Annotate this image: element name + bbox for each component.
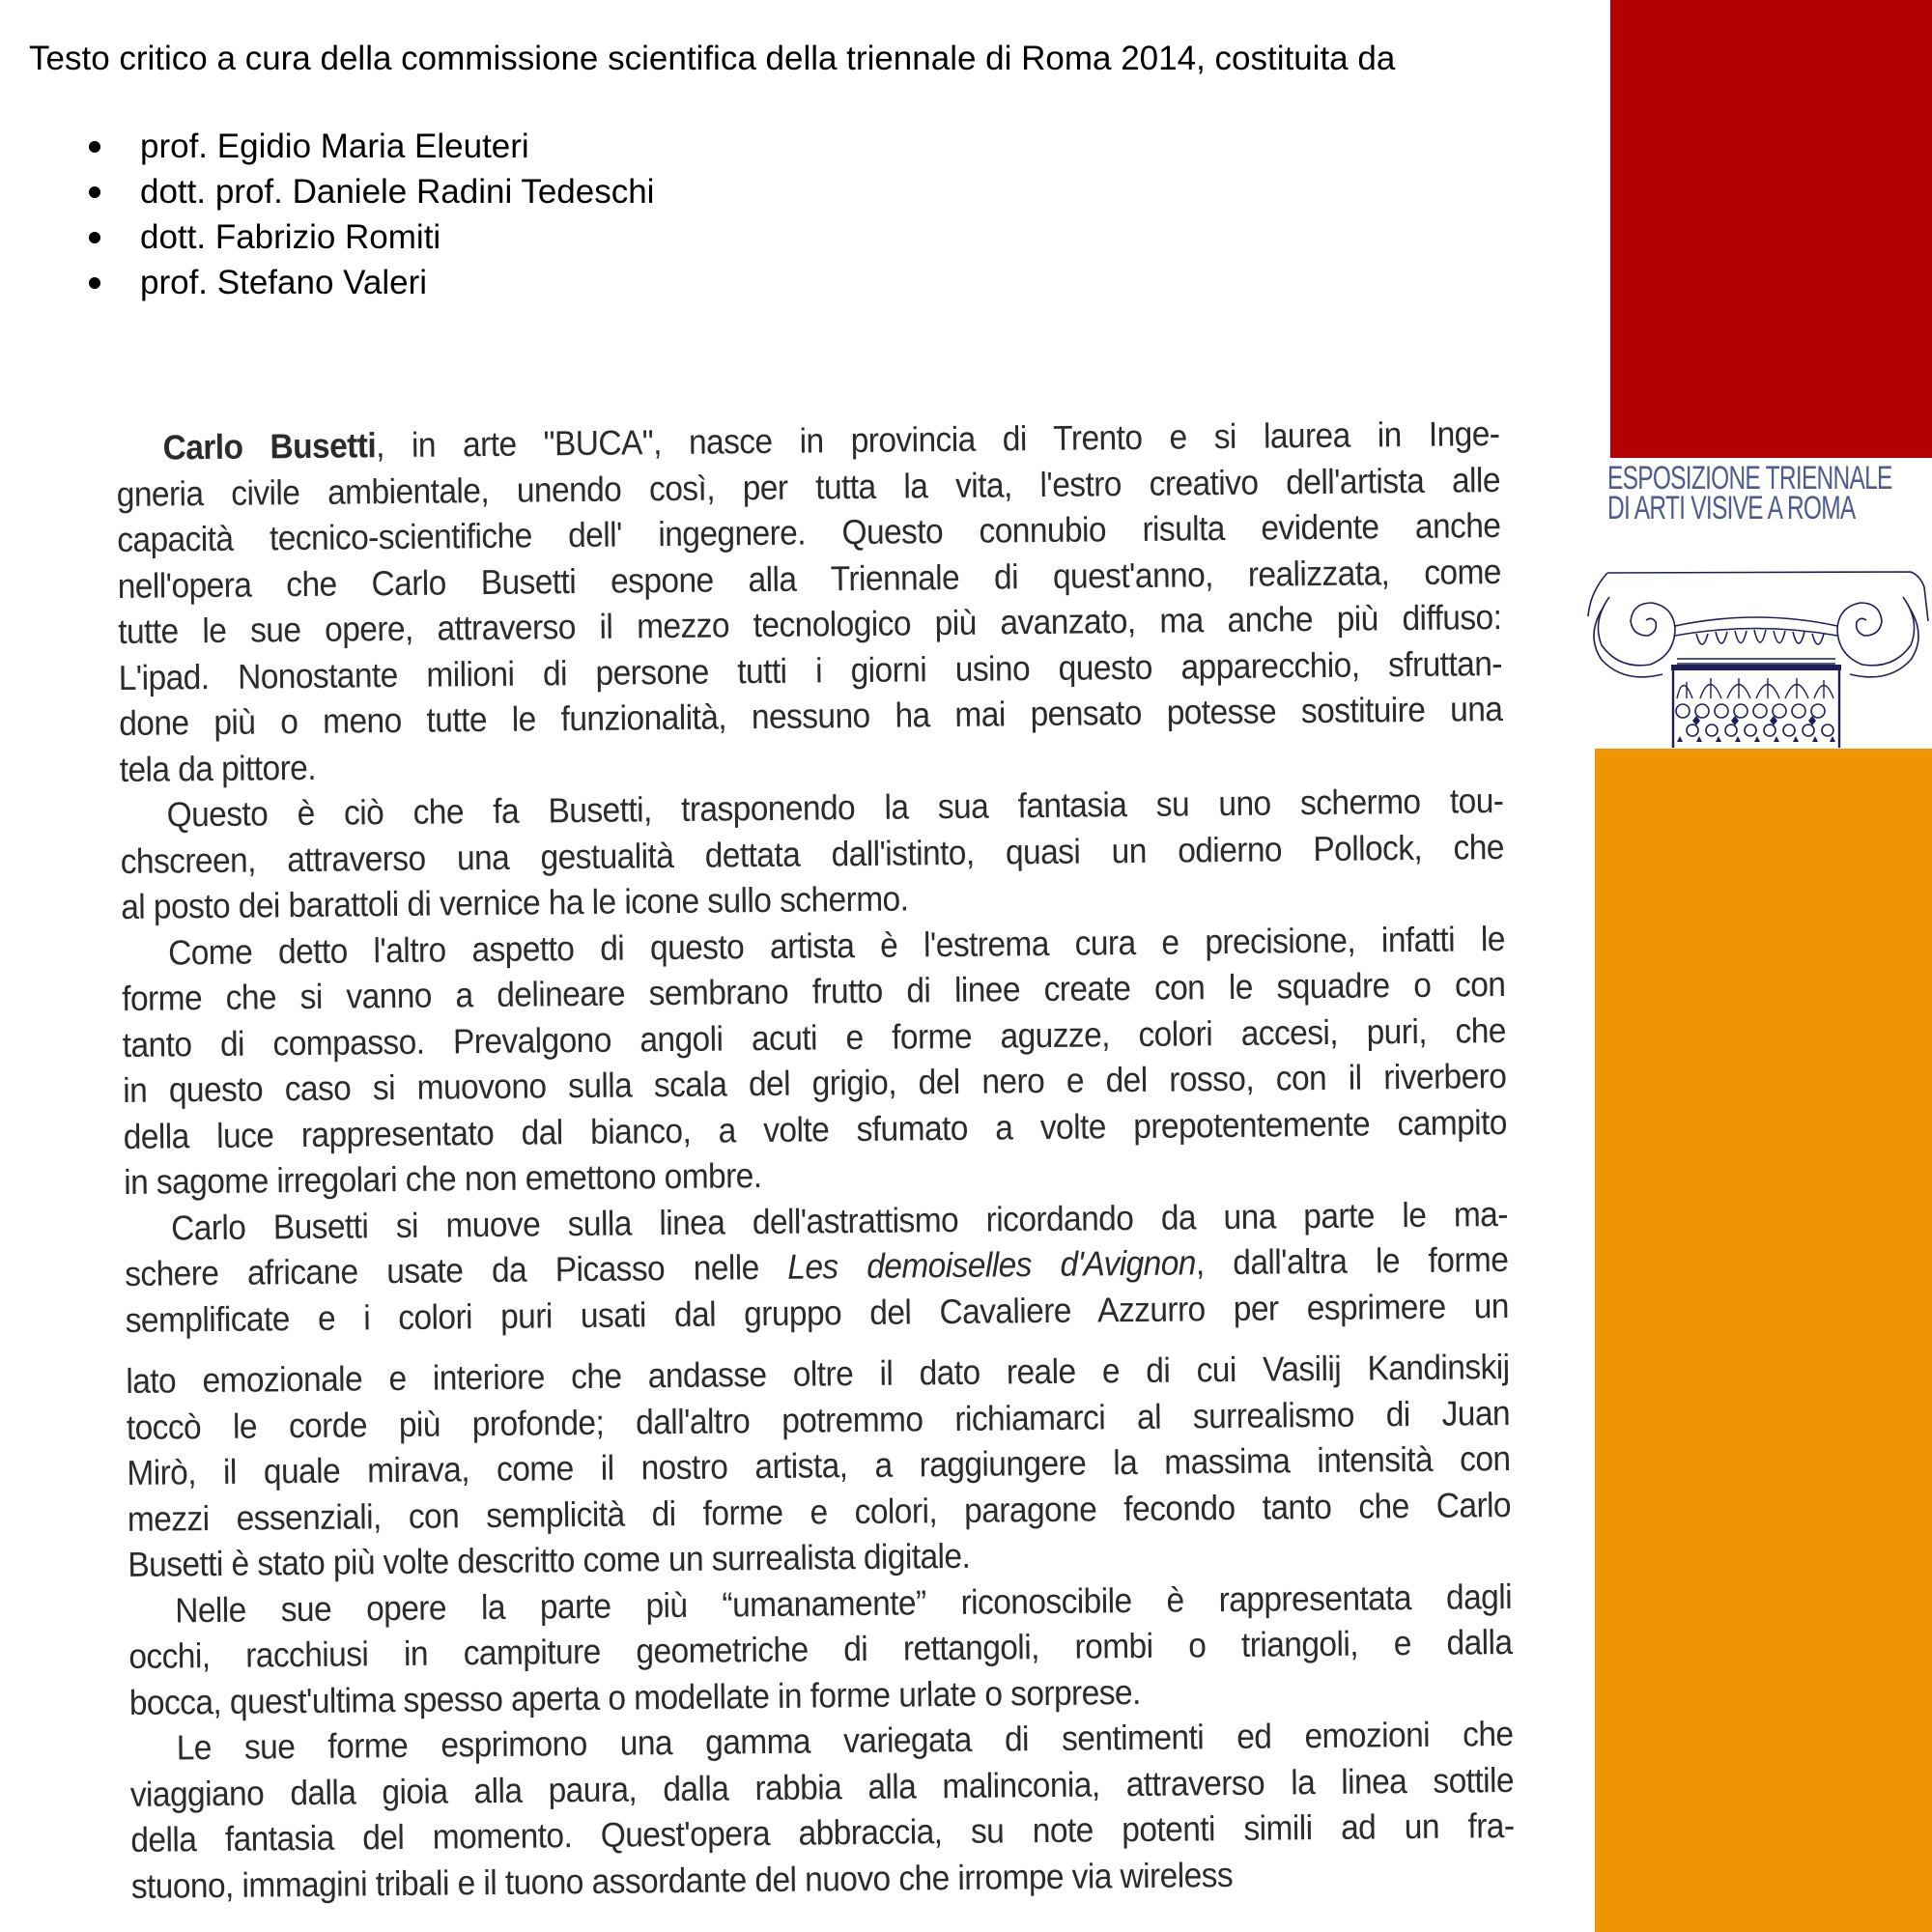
red-decorative-block xyxy=(1610,0,1932,458)
member-name: prof. Egidio Maria Eleuteri xyxy=(140,128,529,165)
article-line: L'ipad. Nonostante milioni di persone tutti i giorni usino questo apparecchio, sfruttan- xyxy=(118,642,1503,697)
ionic-capital-icon xyxy=(1580,462,1932,749)
article-line: capacità tecnico-scientifiche dell' ingegnere. Questo connubio risulta evidente anche xyxy=(117,504,1501,559)
bullet-icon xyxy=(89,277,100,289)
member-name: dott. Fabrizio Romiti xyxy=(140,218,441,256)
commission-members-list xyxy=(0,124,654,305)
article-line: forme che si vanno a delineare sembrano frutto di linee create con le squadre o con xyxy=(122,963,1506,1018)
artwork-title: Les demoiselles d'Avignon xyxy=(787,1242,1197,1287)
article-line: Carlo Busetti, in arte "BUCA", nasce in provincia di Trento e si laurea in Inge- xyxy=(162,413,1500,468)
article-line: stuono, immagini tribali e il tuono assordante del nuovo che irrompe via wireless xyxy=(130,1854,1234,1906)
article-line: in sagome irregolari che non emettono ombre. xyxy=(123,1155,762,1202)
article-line: tutte le sue opere, attraverso il mezzo tecnologico più avanzato, ma anche più diffuso: xyxy=(118,596,1502,651)
article-line: viaggiano dalla gioia alla paura, dalla rabbia alla malinconia, attraverso la linea sottile xyxy=(129,1759,1515,1814)
article-line: nell'opera che Carlo Busetti espone alla Triennale di quest'anno, realizzata, come xyxy=(117,551,1502,606)
bullet-icon xyxy=(89,232,100,243)
article-line: chscreen, attraverso una gestualità dettata dall'istinto, quasi un odierno Pollock, che xyxy=(120,826,1505,881)
member-name: prof. Stefano Valeri xyxy=(140,264,428,301)
list-item xyxy=(0,214,654,260)
article-line: Le sue forme esprimono una gamma variegata di sentimenti ed emozioni che xyxy=(176,1713,1514,1768)
article-line: della fantasia del momento. Quest'opera abbraccia, su note potenti simili ad un fra- xyxy=(130,1804,1515,1860)
article-line: in questo caso si muovono sulla scala del grigio, del nero e del rosso, con il riverbero xyxy=(122,1055,1507,1110)
article-line: bocca, quest'ultima spesso aperta o modellate in forme urlate o sorprese. xyxy=(128,1671,1141,1722)
article-line: Nelle sue opere la parte più “umanamente” riconoscibile è rappresentata dagli xyxy=(174,1576,1513,1630)
bullet-icon xyxy=(89,186,100,198)
list-item xyxy=(0,169,654,214)
article-line: Carlo Busetti si muove sulla linea dell'astrattismo ricordando da una parte le ma- xyxy=(170,1193,1509,1247)
orange-decorative-block xyxy=(1595,749,1932,1932)
article-line: Mirò, il quale mirava, come il nostro artista, a raggiungere la massima intensità con xyxy=(127,1437,1511,1492)
article-line: semplificate e i colori puri usati dal gruppo del Cavaliere Azzurro per esprimere un xyxy=(125,1285,1510,1340)
triennale-logo xyxy=(1580,462,1932,749)
article-line: gneria civile ambientale, unendo così, per tutta la vita, l'estro creativo dell'artista alle xyxy=(116,459,1501,514)
article-line: al posto dei barattoli di vernice ha le icone sullo schermo. xyxy=(121,878,909,926)
article-line: Busetti è stato più volte descritto come un surrealista digitale. xyxy=(128,1535,971,1584)
article-line: tela da pittore. xyxy=(119,747,317,789)
article-line: Come detto l'altro aspetto di questo artista è l'estrema cura e precisione, infatti le xyxy=(167,918,1506,972)
article-line: toccò le corde più profonde; dall'altro potremmo richiamarci al surrealismo di Juan xyxy=(126,1392,1511,1447)
logo-title-line-2: DI ARTI VISIVE A ROMA xyxy=(1607,490,1856,526)
article-line: della luce rappresentato dal bianco, a volte sfumato a volte prepotentemente campito xyxy=(123,1101,1508,1156)
article-line: Questo è ciò che fa Busetti, trasponendo la sua fantasia su uno schermo tou- xyxy=(166,780,1504,835)
scanned-article xyxy=(116,411,1542,1909)
intro-text: Testo critico a cura della commissione scientifica della triennale di Roma 2014, costituita da xyxy=(29,40,1396,77)
article-line: lato emozionale e interiore che andasse oltre il dato reale e di cui Vasilij Kandinskij xyxy=(126,1346,1510,1401)
list-item xyxy=(0,260,654,305)
article-line: done più o meno tutte le funzionalità, nessuno ha mai pensato potesse sostituire una xyxy=(119,688,1503,743)
member-name: dott. prof. Daniele Radini Tedeschi xyxy=(140,173,655,211)
logo-title-line-1: ESPOSIZIONE TRIENNALE xyxy=(1607,460,1892,497)
article-line: schere africane usate da Picasso nelle Les demoiselles d'Avignon, dall'altra le forme xyxy=(124,1238,1509,1293)
article-line: tanto di compasso. Prevalgono angoli acuti e forme aguzze, colori accesi, puri, che xyxy=(122,1009,1507,1065)
artist-name: Carlo Busetti xyxy=(162,425,377,468)
bullet-icon xyxy=(89,141,100,153)
article-line: occhi, racchiusi in campiture geometriche di rettangoli, rombi o triangoli, e dalla xyxy=(128,1621,1513,1676)
list-item xyxy=(0,124,654,169)
article-line: mezzi essenziali, con semplicità di forme e colori, paragone fecondo tanto che Carlo xyxy=(127,1484,1512,1539)
